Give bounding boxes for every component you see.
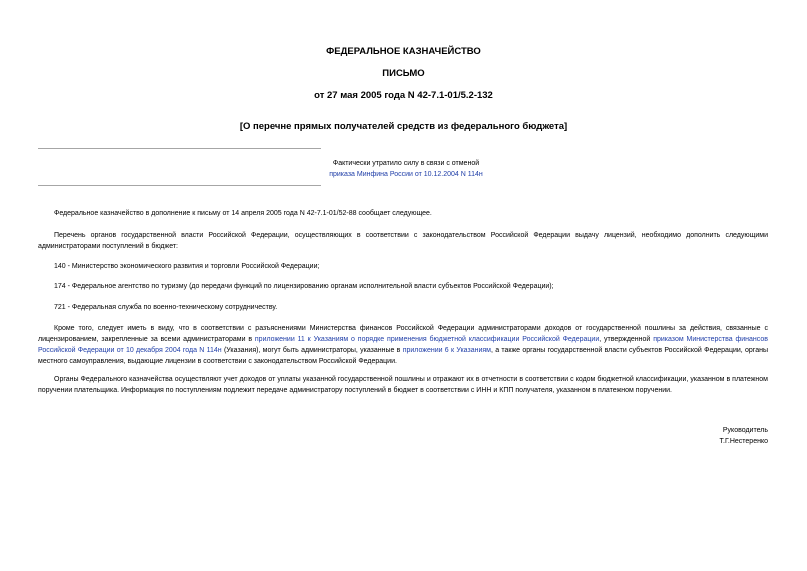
signature-title: Руководитель: [722, 427, 768, 434]
link-appendix-11[interactable]: приложении 11 к Указаниям о порядке применения бюджетной классификации Российской Федерации: [254, 336, 600, 343]
note-divider-bottom: [38, 185, 321, 186]
note-divider-top: [38, 148, 321, 149]
clarification-text-2: , утвержденной: [599, 336, 654, 343]
signature-block: [720, 425, 768, 447]
list-item-140: 140 - Министерство экономического развития и торговли Российской Федерации;: [54, 263, 320, 270]
signature-name: Т.Г.Нестеренко: [719, 438, 768, 445]
status-note-text: Фактически утратило силу в связи с отменой: [332, 160, 480, 167]
document-date-number: от 27 мая 2005 года N 42-7.1-01/5.2-132: [314, 90, 493, 101]
paragraph-clarification: [38, 323, 768, 367]
list-item-721: 721 - Федеральная служба по военно-техническому сотрудничеству.: [54, 304, 278, 311]
link-appendix-6[interactable]: приложении 6 к Указаниям: [402, 347, 491, 354]
status-note-link[interactable]: приказа Минфина России от 10.12.2004 N 114н: [329, 171, 483, 178]
paragraph-accounting: Органы Федерального казначейства осуществляют учет доходов от уплаты указанной государственной пошлины и отражают их в отчетности в соответствии с кодом бюджетной классификации, указанном в платежном поручении плательщика. Информация по поступлениям подлежит передаче администратору поступлений в бюджет в соответствии с ИНН и КПП получателя, указанном в платежном поручении.: [38, 376, 768, 394]
paragraph-intro: Федеральное казначейство в дополнение к письму от 14 апреля 2005 года N 42-7.1-01/52-88 сообщает следующее.: [54, 210, 432, 217]
link-order-114n[interactable]: приказом Министерства финансов Российской Федерации от 10 декабря 2004 года N 114н: [38, 336, 768, 354]
clarification-text-3: (Указания), могут быть администраторы, указанные в: [221, 347, 403, 354]
clarification-text-1: Кроме того, следует иметь в виду, что в соответствии с разъяснениями Министерства финансов Российской Федерации администраторами доходов от государственной пошлины за действия, связанные с лицензированием, закрепленные за всеми администраторами в: [38, 325, 768, 343]
issuer-title: ФЕДЕРАЛЬНОЕ КАЗНАЧЕЙСТВО: [326, 46, 481, 57]
clarification-text-4: , а также органы государственной власти субъектов Российской Федерации, органы местного самоуправления, выдающие лицензии в соответствии с законодательством Российской Федерации.: [38, 347, 768, 365]
status-note: [321, 158, 491, 180]
list-item-174: 174 - Федеральное агентство по туризму (до передачи функций по лицензированию органам исполнительной власти субъектов Российской Федерации);: [54, 283, 554, 290]
document-subject: [О перечне прямых получателей средств из федерального бюджета]: [239, 121, 568, 132]
document-type: ПИСЬМО: [382, 68, 425, 79]
paragraph-list-lead: Перечень органов государственной власти Российской Федерации, осуществляющих в соответствии с законодательством Российской Федерации выдачу лицензий, необходимо дополнить следующими администраторами поступлений в бюджет:: [38, 232, 768, 250]
